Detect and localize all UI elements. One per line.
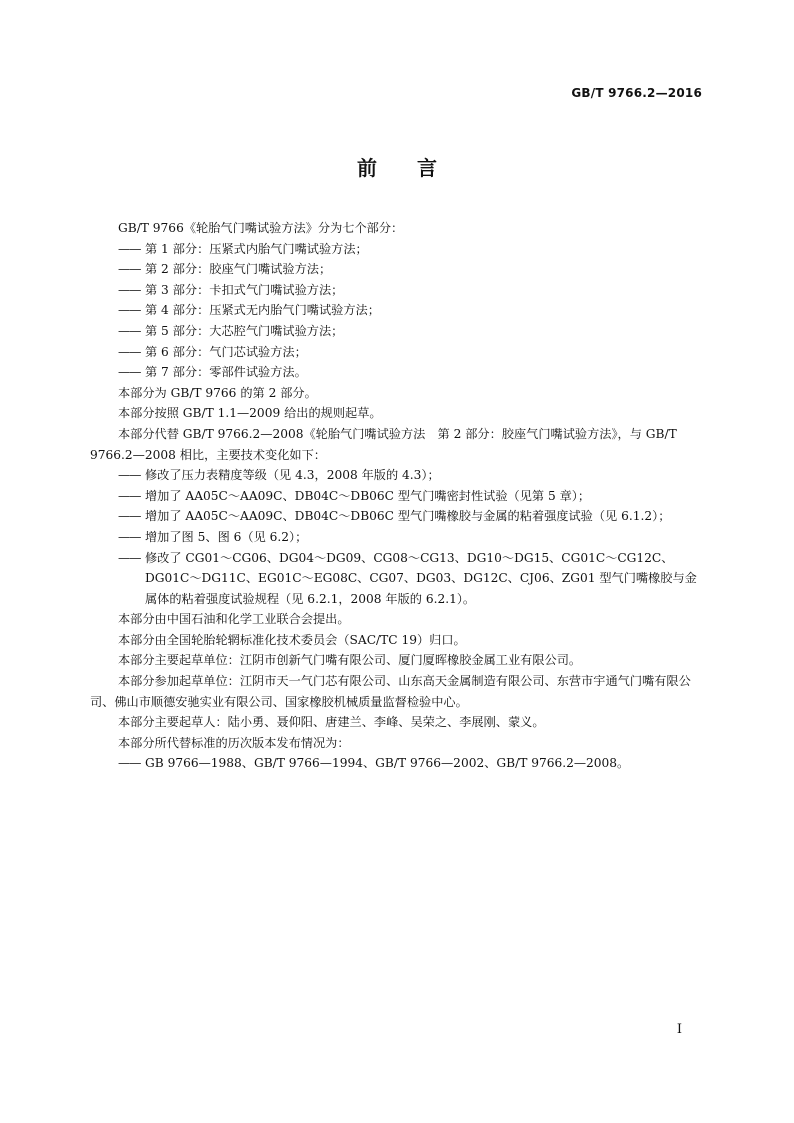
list-item xyxy=(90,465,706,486)
list-item xyxy=(90,280,706,301)
list-item xyxy=(90,259,706,280)
page-number: I xyxy=(676,1022,682,1037)
dash-marker: —— xyxy=(118,756,141,771)
standard-code: GB/T 9766.2—2016 xyxy=(571,86,702,100)
change-item: 修改了 CG01～CG06、DG04～DG09、CG08～CG13、DG10～DG15、CG01C～CG12C、DG01C～DG11C、EG01C～EG08C、CG07、DG03、DG12C、CJ06、ZG01 型气门嘴橡胶与金属体的粘着强度试验规程（见 6.2.1，2008 年版的 6.2.1）。 xyxy=(145,550,697,606)
dash-marker: —— xyxy=(118,262,141,277)
foreword-body xyxy=(90,218,706,774)
change-item: 增加了图 5、图 6（见 6.2）； xyxy=(145,529,308,544)
list-item xyxy=(90,486,706,507)
drafters-statement: 本部分主要起草人：陆小勇、聂仰阳、唐建兰、李峰、吴荣之、李展刚、蒙义。 xyxy=(118,715,545,730)
part-item: 第 6 部分：气门芯试验方法； xyxy=(145,344,307,359)
dash-marker: —— xyxy=(118,282,141,297)
list-item xyxy=(90,321,706,342)
main-units-statement: 本部分主要起草单位：江阴市创新气门嘴有限公司、厦门厦晖橡胶金属工业有限公司。 xyxy=(118,653,582,668)
change-item: 增加了 AA05C～AA09C、DB04C～DB06C 型气门嘴橡胶与金属的粘着强度试验（见 6.1.2）； xyxy=(145,509,671,524)
dash-marker: —— xyxy=(118,365,141,380)
dash-marker: —— xyxy=(118,550,141,565)
page-title: 前言 xyxy=(357,156,477,180)
part-statement: 本部分为 GB/T 9766 的第 2 部分。 xyxy=(118,385,317,400)
part-item: 第 1 部分：压紧式内胎气门嘴试验方法； xyxy=(145,241,368,256)
history-item: GB 9766—1988、GB/T 9766—1994、GB/T 9766—2002、GB/T 9766.2—2008。 xyxy=(145,756,630,771)
committee-statement: 本部分由全国轮胎轮辋标准化技术委员会（SAC/TC 19）归口。 xyxy=(118,632,466,647)
list-item xyxy=(90,548,706,610)
history-statement: 本部分所代替标准的历次版本发布情况为： xyxy=(118,735,350,750)
proposed-by-statement: 本部分由中国石油和化学工业联合会提出。 xyxy=(118,612,350,627)
change-item: 修改了压力表精度等级（见 4.3，2008 年版的 4.3）； xyxy=(145,468,440,483)
dash-marker: —— xyxy=(118,488,141,503)
dash-marker: —— xyxy=(118,529,141,544)
list-item xyxy=(90,300,706,321)
dash-marker: —— xyxy=(118,344,141,359)
dash-marker: —— xyxy=(118,323,141,338)
dash-marker: —— xyxy=(118,303,141,318)
part-item: 第 2 部分：胶座气门嘴试验方法； xyxy=(145,262,332,277)
intro-paragraph: GB/T 9766《轮胎气门嘴试验方法》分为七个部分： xyxy=(118,221,404,235)
replacement-statement: 本部分代替 GB/T 9766.2—2008《轮胎气门嘴试验方法 第 2 部分：胶座气门嘴试验方法》，与 GB/T 9766.2—2008 相比，主要技术变化如下： xyxy=(90,426,677,462)
list-item xyxy=(90,239,706,260)
dash-marker: —— xyxy=(118,241,141,256)
rules-statement: 本部分按照 GB/T 1.1—2009 给出的规则起草。 xyxy=(118,406,382,421)
part-item: 第 5 部分：大芯腔气门嘴试验方法； xyxy=(145,323,344,338)
list-item xyxy=(90,362,706,383)
change-item: 增加了 AA05C～AA09C、DB04C～DB06C 型气门嘴密封性试验（见第 5 章）； xyxy=(145,488,591,503)
part-item: 第 3 部分：卡扣式气门嘴试验方法； xyxy=(145,282,344,297)
participating-units-statement: 本部分参加起草单位：江阴市天一气门芯有限公司、山东高天金属制造有限公司、东营市宇通气门嘴有限公司、佛山市顺德安驰实业有限公司、国家橡胶机械质量监督检验中心。 xyxy=(90,674,691,709)
list-item xyxy=(90,527,706,548)
part-item: 第 7 部分：零部件试验方法。 xyxy=(145,365,307,380)
list-item xyxy=(90,753,706,774)
list-item xyxy=(90,506,706,527)
dash-marker: —— xyxy=(118,509,141,524)
dash-marker: —— xyxy=(118,468,141,483)
list-item xyxy=(90,342,706,363)
part-item: 第 4 部分：压紧式无内胎气门嘴试验方法； xyxy=(145,303,380,318)
